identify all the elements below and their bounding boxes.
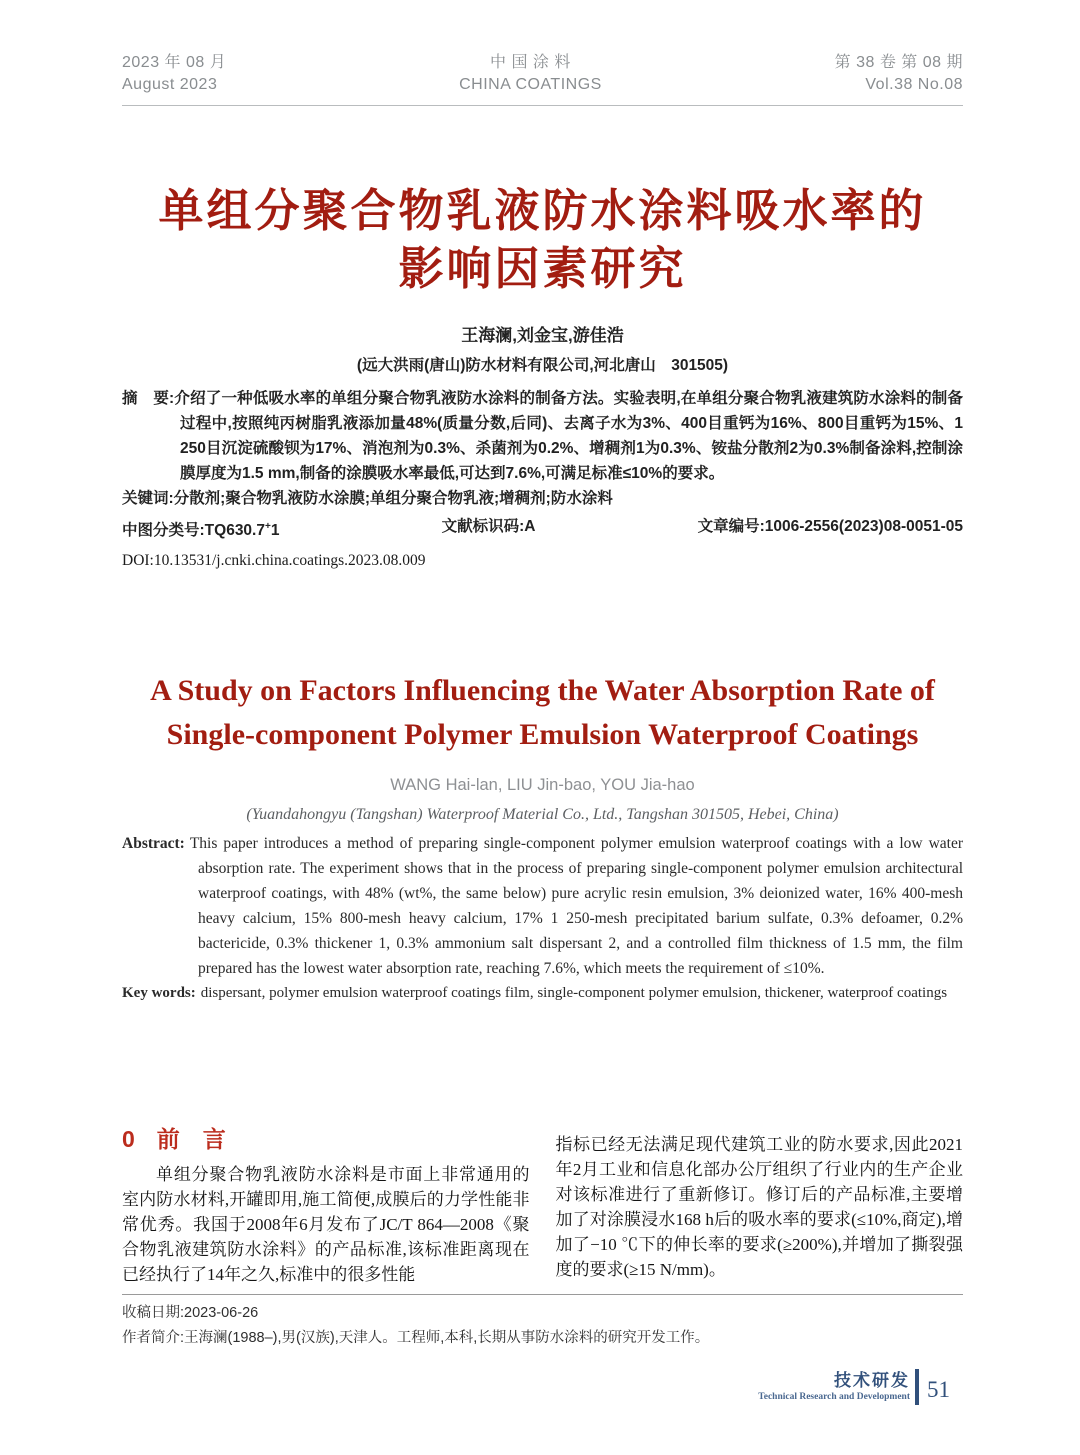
section-number: 0 (122, 1126, 135, 1153)
received-date-value: 2023-06-26 (184, 1305, 259, 1322)
abstract-zh-label: 摘 要: (122, 390, 175, 407)
keywords-en-text: dispersant, polymer emulsion waterproof coatings film, single-component polymer emulsion, thickener, waterproof coatings (200, 985, 948, 1002)
header-issue-date (122, 52, 226, 96)
article-title-zh (122, 182, 963, 298)
article-id-value: 1006-2556(2023)08-0051-05 (764, 518, 963, 535)
header-date-en: August 2023 (122, 76, 218, 93)
clc-label: 中图分类号: (122, 522, 205, 540)
clc-number (122, 515, 279, 543)
journal-header (122, 52, 963, 106)
received-date-note (122, 1301, 963, 1326)
article-title-zh-line2: 影响因素研究 (398, 243, 687, 294)
section-title: 前 言 (156, 1126, 226, 1153)
clc-suffix: 1 (270, 522, 280, 540)
keywords-zh (122, 486, 963, 511)
article-id (698, 515, 963, 543)
journal-name-zh: 中 国 涂 料 (490, 54, 571, 71)
introduction-paragraph-right: 指标已经无法满足现代建筑工业的防水要求,因此2021年2月工业和信息化部办公厅组织了行业内的生产企业对该标准进行了重新修订。修订后的产品标准,主要增加了对涂膜浸水168 h后的吸水率的要求(≤10%,商定),增加了−10 ℃下的伸长率的要求(≥200%),并增加了撕裂强度的要求(≥15 N/mm)。 (555, 1135, 963, 1280)
author-bio-note (122, 1326, 963, 1351)
authors-zh: 王海澜,刘金宝,游佳浩 (461, 326, 624, 345)
footer-column-labels (758, 1371, 910, 1404)
header-date-zh: 2023 年 08 月 (122, 54, 227, 71)
doi: DOI:10.13531/j.cnki.china.coatings.2023.08.009 (122, 552, 426, 570)
page-number: 51 (927, 1377, 950, 1402)
footnotes (122, 1301, 963, 1351)
authors-en: WANG Hai-lan, LIU Jin-bao, YOU Jia-hao (390, 776, 695, 795)
abstract-en-text: This paper introduces a method of preparing single-component polymer emulsion waterproof coatings with a low water absorption rate. The experiment shows that in the process of preparing single-component polymer emulsion architectural waterproof coatings, with 48% (wt%, the same below) pure acrylic resin emulsion, 3% deionized water, 16% 400-mesh heavy calcium, 15% 800-mesh heavy calcium, 17% 1 250-mesh precipitated barium sulfate, 0.3% defoamer, 0.2% bactericide, 0.3% thickener 1, 0.3% ammonium salt dispersant 2, and a controlled film thickness of 1.5 mm, the film prepared has the lowest water absorption rate, reaching 7.6%, which meets the requirement of ≤10%. (189, 835, 963, 978)
received-date-label: 收稿日期: (122, 1305, 185, 1322)
abstract-en (122, 831, 963, 981)
document-code-value: A (524, 518, 536, 535)
abstract-zh (122, 386, 963, 486)
section-heading-introduction (122, 1124, 530, 1154)
volume-issue-en: Vol.38 No.08 (865, 76, 963, 93)
volume-issue-zh: 第 38 卷 第 08 期 (834, 54, 963, 71)
page-footer (758, 1369, 950, 1405)
article-title-en-line1: A Study on Factors Influencing the Water Absorption Rate of (150, 674, 935, 708)
article-title-en-line2: Single-component Polymer Emulsion Waterproof Coatings (166, 718, 919, 752)
footnote-divider (122, 1294, 963, 1295)
clc-superscript: + (264, 521, 271, 532)
header-volume-issue (835, 52, 963, 96)
footer-column-zh: 技术研发 (834, 1370, 910, 1390)
affiliation-en: (Yuandahongyu (Tangshan) Waterproof Material Co., Ltd., Tangshan 301505, Hebei, China) (246, 806, 839, 824)
keywords-zh-label: 关键词: (122, 490, 174, 507)
article-title-zh-line1: 单组分聚合物乳液防水涂料吸水率的 (158, 185, 927, 236)
body-columns (122, 1124, 963, 1287)
header-journal-name (459, 52, 602, 96)
keywords-en (122, 981, 963, 1006)
keywords-zh-text: 分散剂;聚合物乳液防水涂膜;单组分聚合物乳液;增稠剂;防水涂料 (173, 490, 613, 507)
article-id-label: 文章编号: (697, 518, 765, 535)
introduction-paragraph-left: 单组分聚合物乳液防水涂料是市面上非常通用的室内防水材料,开罐即用,施工简便,成膜后的力学性能非常优秀。我国于2008年6月发布了JC/T 864—2008《聚合物乳液建筑防水涂料》的产品标准,该标准距离现在已经执行了14年之久,标准中的很多性能 (122, 1165, 530, 1285)
footer-column-en: Technical Research and Development (758, 1391, 910, 1402)
author-bio-value: 王海澜(1988–),男(汉族),天津人。工程师,本科,长期从事防水涂料的研究开发工作。 (184, 1330, 710, 1347)
affiliation-zh: (远大洪雨(唐山)防水材料有限公司,河北唐山 301505) (356, 357, 729, 374)
clc-value: TQ630.7 (204, 522, 265, 540)
body-column-right (556, 1124, 964, 1287)
document-code-label: 文献标识码: (441, 518, 525, 535)
classification-row (122, 515, 963, 543)
keywords-en-label: Key words: (122, 985, 196, 1002)
abstract-zh-text: 介绍了一种低吸水率的单组分聚合物乳液防水涂料的制备方法。实验表明,在单组分聚合物乳液建筑防水涂料的制备过程中,按照纯丙树脂乳液添加量48%(质量分数,后同)、去离子水为3%、400目重钙为16%、800目重钙为15%、1 250目沉淀硫酸钡为17%、消泡剂为0.3%、杀菌剂为0.2%、增稠剂1为0.3%、铵盐分散剂2为0.3%制备涂料,控制涂膜厚度为1.5 mm,制备的涂膜吸水率最低,可达到7.6%,可满足标准≤10%的要求。 (174, 390, 964, 482)
journal-name-en: CHINA COATINGS (459, 76, 602, 93)
document-code (442, 515, 536, 543)
abstract-en-label: Abstract: (122, 835, 185, 853)
body-column-left (122, 1124, 530, 1287)
author-bio-label: 作者简介: (122, 1330, 185, 1347)
article-title-en (122, 669, 963, 757)
